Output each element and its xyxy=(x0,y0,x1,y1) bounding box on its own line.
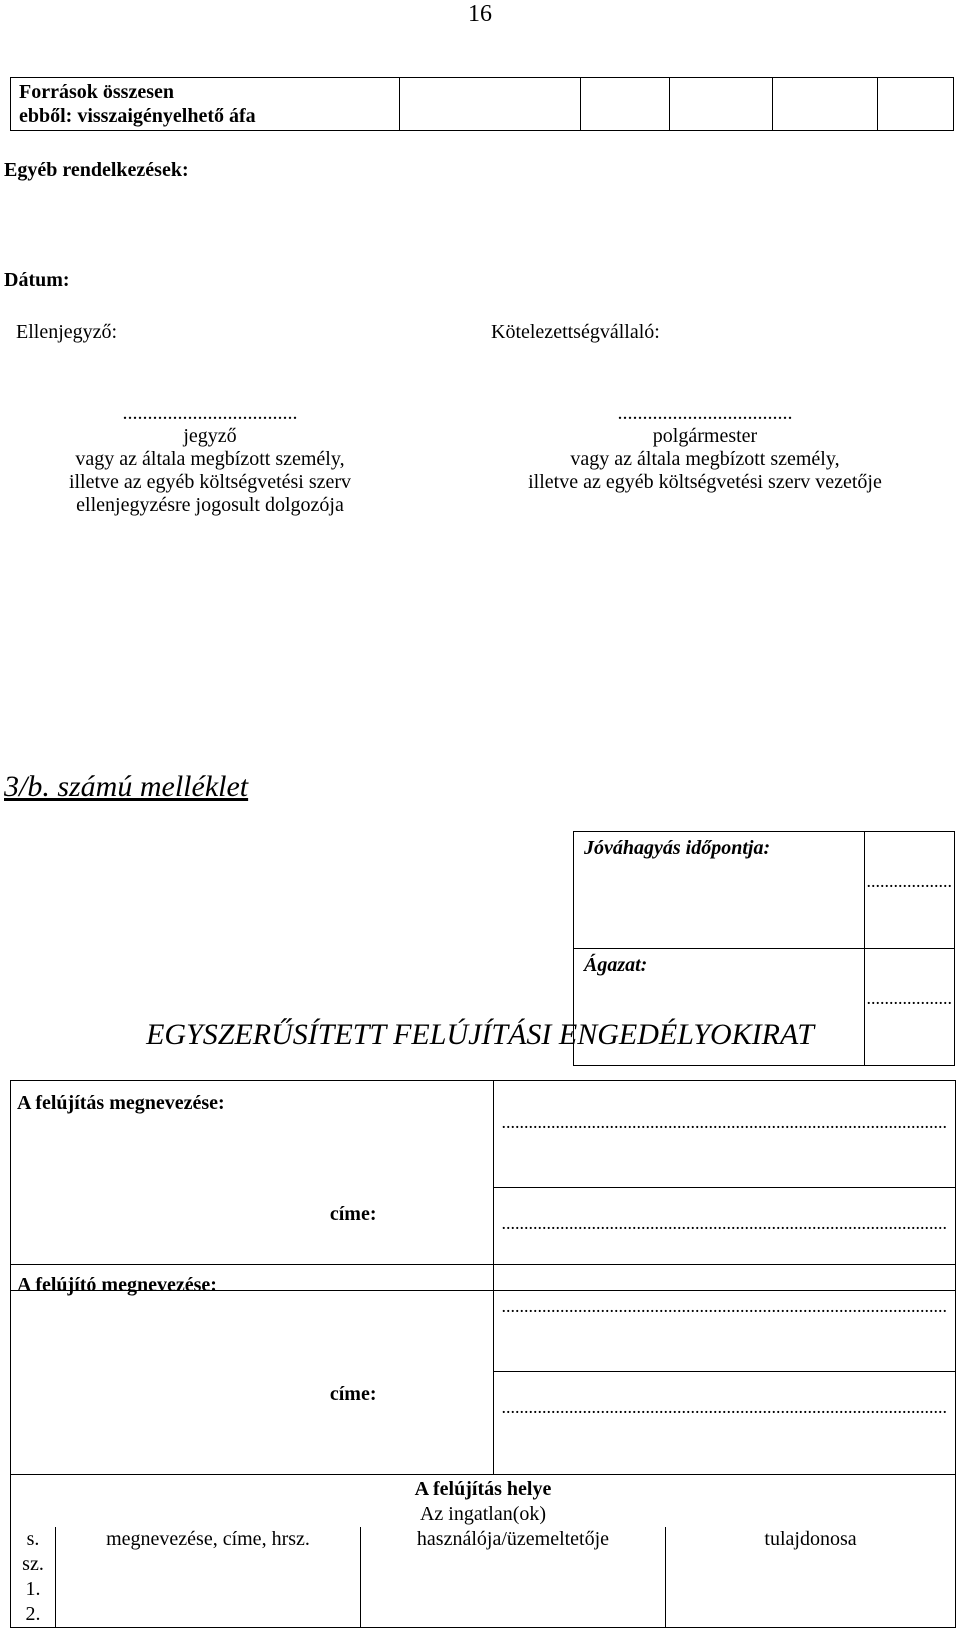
column-header-user: használója/üzemeltetője xyxy=(361,1527,666,1552)
page-number: 16 xyxy=(468,1,492,27)
other-provisions-label: Egyéb rendelkezések: xyxy=(4,159,189,181)
sources-vat-label: ebből: visszaigényelhető áfa xyxy=(19,105,256,127)
sources-cell xyxy=(581,78,670,131)
table-cell xyxy=(666,1577,956,1602)
signature-left xyxy=(30,402,390,517)
commitment-label: Kötelezettségvállaló: xyxy=(491,321,660,343)
table-cell xyxy=(361,1577,666,1602)
renovator-address-value: ................................................................................................... xyxy=(493,1372,956,1475)
renewal-table xyxy=(10,1080,956,1291)
column-header-serial: s. xyxy=(11,1527,56,1552)
table-row xyxy=(11,1577,956,1602)
location-title: A felújítás helye xyxy=(11,1475,956,1503)
countersigner-label: Ellenjegyző: xyxy=(16,321,118,343)
signature-title: jegyző xyxy=(183,425,237,447)
column-header-name: megnevezése, címe, hrsz. xyxy=(56,1527,361,1552)
row-number: 2. xyxy=(11,1602,56,1628)
renewal-address-value: ................................................................................................... xyxy=(493,1188,956,1291)
sources-label-cell xyxy=(11,78,400,131)
renewal-name-label: A felújítás megnevezése: xyxy=(11,1081,494,1188)
table-cell xyxy=(56,1577,361,1602)
table-cell xyxy=(361,1552,666,1577)
row-number: 1. xyxy=(11,1577,56,1602)
table-cell xyxy=(56,1602,361,1628)
branch-value: ................... xyxy=(864,949,955,1066)
signature-text: illetve az egyéb költségvetési szerv xyxy=(68,471,352,493)
sources-cell xyxy=(878,78,954,131)
signature-text: ellenjegyzésre jogosult dolgozója xyxy=(76,494,344,516)
renewal-address-label: címe: xyxy=(11,1188,494,1291)
annex-title: 3/b. számú melléklet xyxy=(4,770,249,803)
signature-title: polgármester xyxy=(652,425,758,447)
column-header-serial-cont: sz. xyxy=(11,1552,56,1577)
renovator-name-label: A felújító megnevezése: xyxy=(11,1265,494,1372)
table-cell xyxy=(666,1552,956,1577)
location-table xyxy=(10,1474,956,1628)
signature-text: vagy az általa megbízott személy, xyxy=(570,448,840,470)
branch-label: Ágazat: xyxy=(574,949,865,1066)
signature-line: ................................... xyxy=(617,402,793,424)
date-label: Dátum: xyxy=(4,269,70,291)
renovator-table xyxy=(10,1264,956,1475)
sources-cell xyxy=(773,78,878,131)
approval-date-label: Jóváhagyás időpontja: xyxy=(574,832,865,949)
renewal-name-value: ................................................................................................... xyxy=(493,1081,956,1188)
signature-text: illetve az egyéb költségvetési szerv vezetője xyxy=(528,471,882,493)
column-header-owner: tulajdonosa xyxy=(666,1527,956,1552)
approval-date-value: ................... xyxy=(864,832,955,949)
renovator-name-value: ................................................................................................... xyxy=(493,1265,956,1372)
sources-cell xyxy=(670,78,773,131)
signature-line: ................................... xyxy=(122,402,298,424)
sources-total-label: Források összesen xyxy=(19,81,174,103)
signature-right xyxy=(470,402,940,494)
table-cell xyxy=(56,1552,361,1577)
table-row xyxy=(11,1602,956,1628)
sources-cell xyxy=(400,78,581,131)
permit-title: EGYSZERŰSÍTETT FELÚJÍTÁSI ENGEDÉLYOKIRAT xyxy=(146,1018,814,1051)
location-subtitle: Az ingatlan(ok) xyxy=(11,1502,956,1527)
table-cell xyxy=(666,1602,956,1628)
table-cell xyxy=(361,1602,666,1628)
sources-table xyxy=(10,77,954,131)
renovator-address-label: címe: xyxy=(11,1372,494,1475)
signature-text: vagy az általa megbízott személy, xyxy=(75,448,345,470)
